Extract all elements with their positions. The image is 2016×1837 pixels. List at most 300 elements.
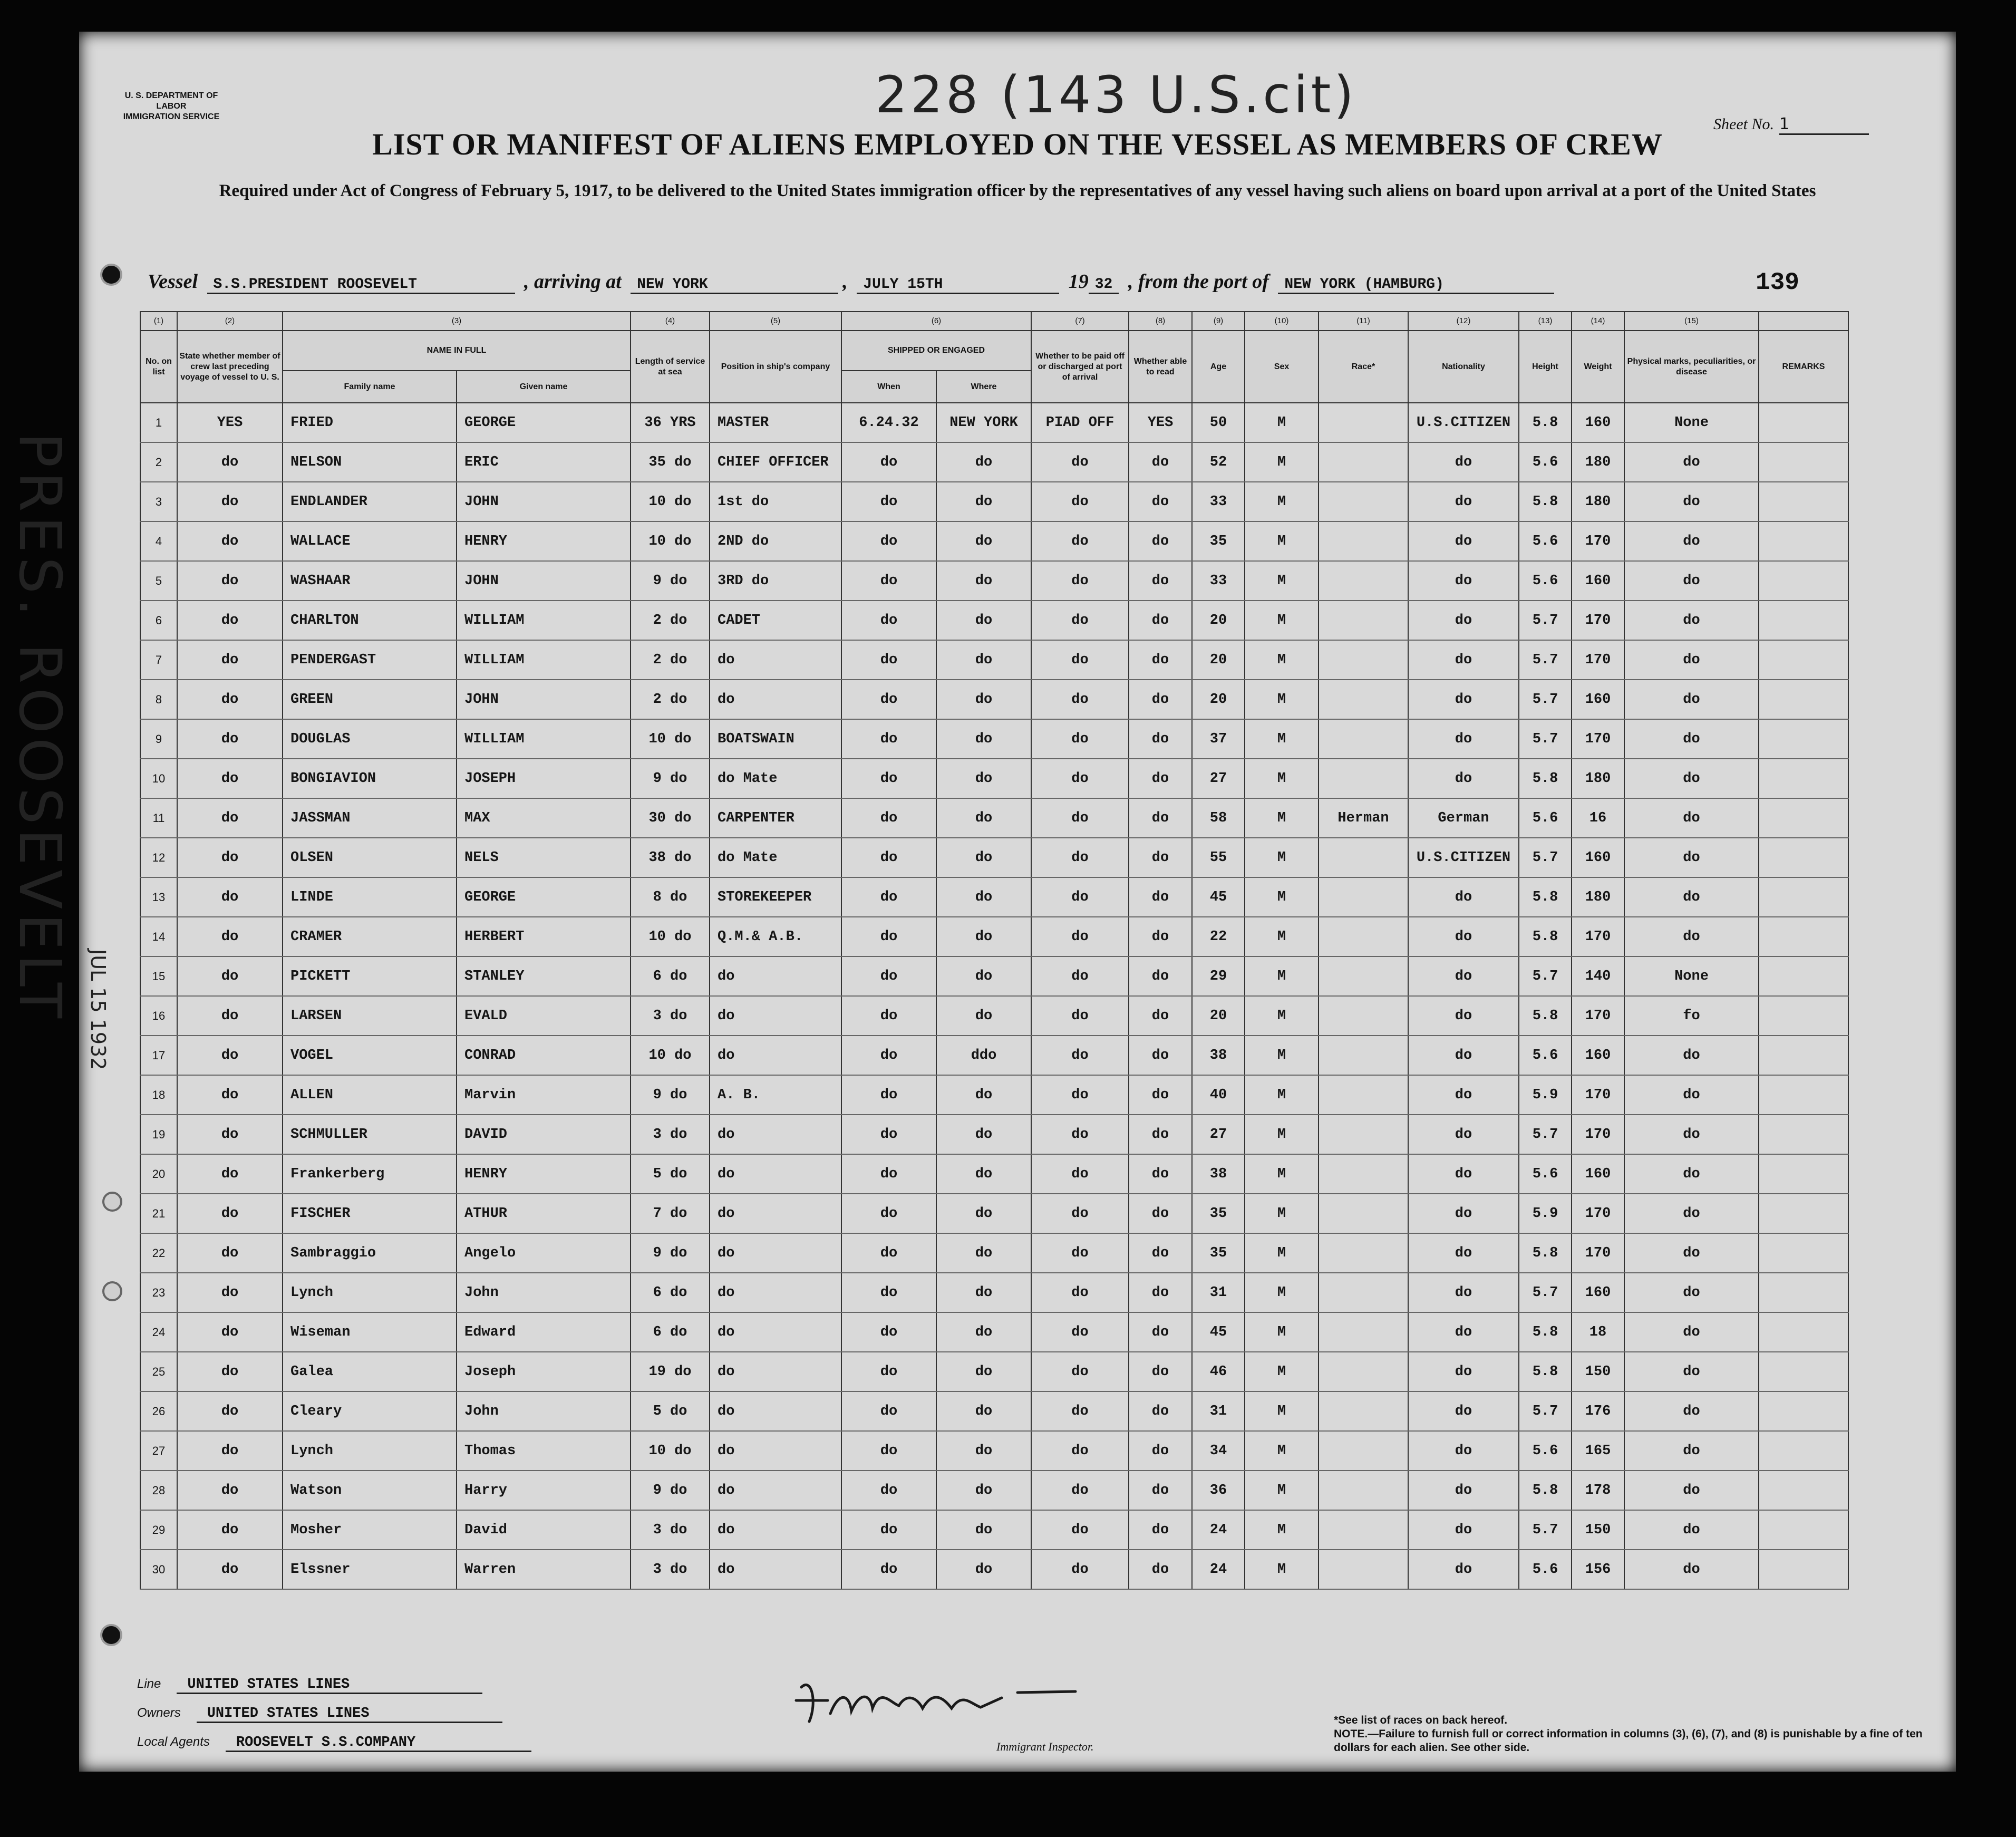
cell-when: 6.24.32: [841, 403, 936, 442]
cell-when: do: [841, 1233, 936, 1273]
cell-state: do: [177, 601, 283, 640]
cell-length: 9 do: [631, 1233, 710, 1273]
cell-height: 5.7: [1519, 838, 1572, 877]
cell-length: 3 do: [631, 1510, 710, 1550]
cell-age: 29: [1192, 956, 1245, 996]
owners-value: UNITED STATES LINES: [197, 1706, 502, 1723]
cell-when: do: [841, 996, 936, 1036]
cell-marks: do: [1624, 1510, 1759, 1550]
cell-weight: 170: [1572, 1075, 1624, 1115]
cell-paid: do: [1031, 1312, 1129, 1352]
cell-sex: M: [1245, 442, 1319, 482]
cell-when: do: [841, 1036, 936, 1075]
cell-height: 5.7: [1519, 1115, 1572, 1154]
cell-paid: do: [1031, 1510, 1129, 1550]
cell-remarks: [1759, 1391, 1848, 1431]
cell-state: do: [177, 1352, 283, 1391]
cell-when: do: [841, 1194, 936, 1233]
table-row: [140, 1471, 1848, 1510]
cell-position: do: [710, 1510, 841, 1550]
cell-height: 5.7: [1519, 1391, 1572, 1431]
cell-marks: do: [1624, 1550, 1759, 1589]
cell-height: 5.6: [1519, 1036, 1572, 1075]
header-given: Given name: [457, 371, 631, 403]
cell-state: do: [177, 482, 283, 521]
cell-height: 5.6: [1519, 442, 1572, 482]
cell-family: Frankerberg: [283, 1154, 457, 1194]
cell-marks: do: [1624, 640, 1759, 680]
cell-no: 12: [140, 838, 177, 877]
cell-length: 3 do: [631, 1550, 710, 1589]
cell-given: WILLIAM: [457, 719, 631, 759]
cell-race: [1319, 601, 1408, 640]
cell-height: 5.6: [1519, 521, 1572, 561]
cell-read: do: [1129, 956, 1192, 996]
punch-hole: [100, 1624, 122, 1646]
cell-length: 9 do: [631, 561, 710, 601]
table-row: [140, 798, 1848, 838]
cell-position: CARPENTER: [710, 798, 841, 838]
cell-read: do: [1129, 838, 1192, 877]
cell-family: NELSON: [283, 442, 457, 482]
cell-length: 9 do: [631, 1471, 710, 1510]
cell-remarks: [1759, 1550, 1848, 1589]
cell-age: 50: [1192, 403, 1245, 442]
cell-height: 5.8: [1519, 759, 1572, 798]
cell-weight: 170: [1572, 1233, 1624, 1273]
cell-sex: M: [1245, 1352, 1319, 1391]
cell-weight: 18: [1572, 1312, 1624, 1352]
header-no: No. on list: [140, 331, 177, 403]
cell-given: Warren: [457, 1550, 631, 1589]
cell-weight: 180: [1572, 442, 1624, 482]
cell-height: 5.8: [1519, 917, 1572, 956]
inspector-label: Immigrant Inspector.: [996, 1740, 1094, 1753]
cell-marks: do: [1624, 1471, 1759, 1510]
cell-family: LINDE: [283, 877, 457, 917]
cell-marks: do: [1624, 1154, 1759, 1194]
cell-given: EVALD: [457, 996, 631, 1036]
cell-age: 31: [1192, 1273, 1245, 1312]
page-title: LIST OR MANIFEST OF ALIENS EMPLOYED ON THE VESSEL AS MEMBERS OF CREW: [372, 127, 1663, 161]
column-number-row: [140, 312, 1848, 331]
owners-label: Owners: [137, 1706, 181, 1720]
cell-sex: M: [1245, 1154, 1319, 1194]
cell-position: do Mate: [710, 759, 841, 798]
cell-no: 15: [140, 956, 177, 996]
cell-remarks: [1759, 403, 1848, 442]
cell-race: [1319, 1075, 1408, 1115]
cell-family: Watson: [283, 1471, 457, 1510]
cell-remarks: [1759, 680, 1848, 719]
line-value: UNITED STATES LINES: [177, 1677, 482, 1694]
header-nationality: Nationality: [1408, 331, 1519, 403]
cell-weight: 165: [1572, 1431, 1624, 1471]
cell-height: 5.8: [1519, 877, 1572, 917]
cell-remarks: [1759, 1036, 1848, 1075]
cell-read: do: [1129, 1115, 1192, 1154]
colnum: (5): [710, 312, 841, 331]
cell-marks: do: [1624, 1352, 1759, 1391]
arrival-date: JULY 15TH: [857, 276, 1059, 294]
cell-sex: M: [1245, 996, 1319, 1036]
cell-paid: do: [1031, 601, 1129, 640]
table-row: [140, 442, 1848, 482]
cell-remarks: [1759, 1431, 1848, 1471]
cell-when: do: [841, 1273, 936, 1312]
cell-age: 22: [1192, 917, 1245, 956]
cell-weight: 160: [1572, 561, 1624, 601]
cell-remarks: [1759, 561, 1848, 601]
cell-family: BONGIAVION: [283, 759, 457, 798]
cell-when: do: [841, 561, 936, 601]
cell-when: do: [841, 1312, 936, 1352]
cell-age: 27: [1192, 1115, 1245, 1154]
cell-no: 10: [140, 759, 177, 798]
cell-position: do: [710, 1036, 841, 1075]
cell-marks: do: [1624, 561, 1759, 601]
cell-no: 29: [140, 1510, 177, 1550]
cell-read: do: [1129, 640, 1192, 680]
cell-paid: do: [1031, 561, 1129, 601]
cell-paid: do: [1031, 1471, 1129, 1510]
cell-weight: 170: [1572, 640, 1624, 680]
cell-where: do: [936, 1273, 1031, 1312]
cell-race: [1319, 640, 1408, 680]
cell-no: 18: [140, 1075, 177, 1115]
table-row: [140, 1075, 1848, 1115]
cell-race: [1319, 877, 1408, 917]
cell-where: do: [936, 561, 1031, 601]
cell-race: [1319, 403, 1408, 442]
cell-remarks: [1759, 877, 1848, 917]
cell-height: 5.7: [1519, 1510, 1572, 1550]
cell-remarks: [1759, 521, 1848, 561]
cell-read: do: [1129, 719, 1192, 759]
cell-given: CONRAD: [457, 1036, 631, 1075]
cell-paid: PIAD OFF: [1031, 403, 1129, 442]
cell-length: 10 do: [631, 1431, 710, 1471]
cell-age: 52: [1192, 442, 1245, 482]
cell-state: do: [177, 1154, 283, 1194]
cell-remarks: [1759, 798, 1848, 838]
cell-position: do: [710, 956, 841, 996]
header-height: Height: [1519, 331, 1572, 403]
cell-sex: M: [1245, 482, 1319, 521]
cell-age: 31: [1192, 1391, 1245, 1431]
cell-nationality: U.S.CITIZEN: [1408, 838, 1519, 877]
cell-height: 5.6: [1519, 1154, 1572, 1194]
cell-given: Angelo: [457, 1233, 631, 1273]
cell-height: 5.9: [1519, 1194, 1572, 1233]
cell-race: [1319, 1510, 1408, 1550]
cell-length: 2 do: [631, 680, 710, 719]
cell-read: do: [1129, 680, 1192, 719]
cell-weight: 180: [1572, 759, 1624, 798]
cell-remarks: [1759, 838, 1848, 877]
cell-position: do: [710, 1273, 841, 1312]
cell-race: [1319, 1431, 1408, 1471]
cell-nationality: do: [1408, 1550, 1519, 1589]
cell-position: do: [710, 1352, 841, 1391]
cell-sex: M: [1245, 601, 1319, 640]
cell-where: do: [936, 1312, 1031, 1352]
cell-position: do: [710, 1312, 841, 1352]
cell-family: ENDLANDER: [283, 482, 457, 521]
cell-sex: M: [1245, 759, 1319, 798]
cell-sex: M: [1245, 1312, 1319, 1352]
cell-age: 35: [1192, 521, 1245, 561]
cell-height: 5.8: [1519, 403, 1572, 442]
cell-nationality: do: [1408, 1194, 1519, 1233]
cell-race: [1319, 1194, 1408, 1233]
cell-weight: 170: [1572, 1115, 1624, 1154]
cell-nationality: do: [1408, 1312, 1519, 1352]
cell-when: do: [841, 719, 936, 759]
colnum: (6): [841, 312, 1031, 331]
cell-remarks: [1759, 996, 1848, 1036]
cell-read: do: [1129, 1312, 1192, 1352]
cell-height: 5.7: [1519, 680, 1572, 719]
header-remarks: REMARKS: [1759, 331, 1848, 403]
cell-age: 36: [1192, 1471, 1245, 1510]
cell-race: [1319, 956, 1408, 996]
cell-age: 37: [1192, 719, 1245, 759]
cell-weight: 170: [1572, 601, 1624, 640]
cell-nationality: do: [1408, 1075, 1519, 1115]
cell-length: 6 do: [631, 956, 710, 996]
cell-race: [1319, 680, 1408, 719]
cell-age: 24: [1192, 1550, 1245, 1589]
vessel-label: Vessel: [148, 270, 198, 293]
cell-nationality: do: [1408, 917, 1519, 956]
cell-paid: do: [1031, 1431, 1129, 1471]
cell-sex: M: [1245, 917, 1319, 956]
cell-length: 10 do: [631, 521, 710, 561]
cell-when: do: [841, 759, 936, 798]
cell-paid: do: [1031, 956, 1129, 996]
cell-remarks: [1759, 1154, 1848, 1194]
colnum: (15): [1624, 312, 1759, 331]
cell-given: JOHN: [457, 561, 631, 601]
cell-height: 5.9: [1519, 1075, 1572, 1115]
cell-race: [1319, 759, 1408, 798]
cell-remarks: [1759, 1352, 1848, 1391]
cell-position: do: [710, 1391, 841, 1431]
cell-remarks: [1759, 1194, 1848, 1233]
cell-given: ERIC: [457, 442, 631, 482]
cell-when: do: [841, 1550, 936, 1589]
cell-remarks: [1759, 1471, 1848, 1510]
cell-age: 38: [1192, 1154, 1245, 1194]
cell-paid: do: [1031, 996, 1129, 1036]
cell-no: 1: [140, 403, 177, 442]
cell-paid: do: [1031, 838, 1129, 877]
cell-where: ddo: [936, 1036, 1031, 1075]
date-stamp: JUL 15 1932: [86, 949, 110, 1070]
cell-where: do: [936, 996, 1031, 1036]
cell-position: MASTER: [710, 403, 841, 442]
cell-sex: M: [1245, 719, 1319, 759]
cell-given: JOHN: [457, 482, 631, 521]
table-row: [140, 1391, 1848, 1431]
cell-sex: M: [1245, 1115, 1319, 1154]
cell-paid: do: [1031, 1550, 1129, 1589]
cell-remarks: [1759, 1233, 1848, 1273]
cell-height: 5.8: [1519, 1471, 1572, 1510]
cell-state: do: [177, 1312, 283, 1352]
cell-sex: M: [1245, 838, 1319, 877]
cell-where: do: [936, 759, 1031, 798]
cell-family: OLSEN: [283, 838, 457, 877]
cell-nationality: do: [1408, 1273, 1519, 1312]
cell-given: Joseph: [457, 1352, 631, 1391]
cell-nationality: do: [1408, 1431, 1519, 1471]
cell-weight: 170: [1572, 719, 1624, 759]
agents-value: ROOSEVELT S.S.COMPANY: [226, 1735, 531, 1752]
cell-sex: M: [1245, 1036, 1319, 1075]
cell-length: 10 do: [631, 482, 710, 521]
cell-when: do: [841, 680, 936, 719]
cell-position: Q.M.& A.B.: [710, 917, 841, 956]
cell-given: John: [457, 1273, 631, 1312]
cell-race: [1319, 482, 1408, 521]
cell-given: John: [457, 1391, 631, 1431]
cell-where: do: [936, 1391, 1031, 1431]
penalty-note: NOTE.—Failure to furnish full or correct information in columns (3), (6), (7), and (8) is punishable by a fine of ten dollars for each alien. See other side.: [1334, 1728, 1923, 1754]
cell-state: do: [177, 1391, 283, 1431]
cell-given: MAX: [457, 798, 631, 838]
handwritten-vessel-name: PRES. ROOSEVELT: [6, 432, 74, 1023]
cell-where: do: [936, 798, 1031, 838]
cell-when: do: [841, 1471, 936, 1510]
cell-marks: do: [1624, 1233, 1759, 1273]
cell-remarks: [1759, 482, 1848, 521]
cell-remarks: [1759, 1115, 1848, 1154]
cell-age: 33: [1192, 561, 1245, 601]
cell-given: Thomas: [457, 1431, 631, 1471]
cell-sex: M: [1245, 1075, 1319, 1115]
cell-state: do: [177, 917, 283, 956]
cell-no: 16: [140, 996, 177, 1036]
footer-agents: [137, 1735, 531, 1752]
cell-read: do: [1129, 1352, 1192, 1391]
cell-sex: M: [1245, 1510, 1319, 1550]
cell-length: 3 do: [631, 1115, 710, 1154]
cell-nationality: do: [1408, 601, 1519, 640]
cell-position: do: [710, 1471, 841, 1510]
cell-age: 45: [1192, 877, 1245, 917]
cell-race: [1319, 1312, 1408, 1352]
cell-no: 9: [140, 719, 177, 759]
cell-read: do: [1129, 877, 1192, 917]
cell-paid: do: [1031, 719, 1129, 759]
cell-height: 5.7: [1519, 601, 1572, 640]
cell-position: do: [710, 640, 841, 680]
colnum: (9): [1192, 312, 1245, 331]
cell-weight: 156: [1572, 1550, 1624, 1589]
cell-family: WASHAAR: [283, 561, 457, 601]
cell-height: 5.8: [1519, 1352, 1572, 1391]
cell-sex: M: [1245, 640, 1319, 680]
cell-weight: 180: [1572, 482, 1624, 521]
cell-height: 5.8: [1519, 996, 1572, 1036]
cell-read: do: [1129, 798, 1192, 838]
cell-length: 5 do: [631, 1391, 710, 1431]
cell-no: 6: [140, 601, 177, 640]
cell-no: 27: [140, 1431, 177, 1471]
cell-family: FISCHER: [283, 1194, 457, 1233]
cell-height: 5.8: [1519, 482, 1572, 521]
cell-where: do: [936, 521, 1031, 561]
table-row: [140, 1036, 1848, 1075]
colnum: (1): [140, 312, 177, 331]
cell-where: do: [936, 1154, 1031, 1194]
cell-paid: do: [1031, 1391, 1129, 1431]
table-row: [140, 956, 1848, 996]
cell-read: do: [1129, 1233, 1192, 1273]
cell-nationality: do: [1408, 680, 1519, 719]
cell-where: do: [936, 442, 1031, 482]
table-row: [140, 1194, 1848, 1233]
cell-read: do: [1129, 482, 1192, 521]
cell-race: [1319, 561, 1408, 601]
cell-age: 35: [1192, 1194, 1245, 1233]
cell-no: 19: [140, 1115, 177, 1154]
cell-given: GEORGE: [457, 877, 631, 917]
cell-weight: 160: [1572, 838, 1624, 877]
cell-weight: 160: [1572, 1154, 1624, 1194]
cell-length: 10 do: [631, 917, 710, 956]
cell-race: [1319, 1471, 1408, 1510]
table-row: [140, 680, 1848, 719]
cell-family: SCHMULLER: [283, 1115, 457, 1154]
manifest-page: [6, 32, 1956, 1772]
header-position: Position in ship's company: [710, 331, 841, 403]
cell-remarks: [1759, 759, 1848, 798]
cell-race: [1319, 1233, 1408, 1273]
inspector-signature: [780, 1671, 1107, 1729]
cell-state: do: [177, 1115, 283, 1154]
table-row: [140, 403, 1848, 442]
cell-position: CHIEF OFFICER: [710, 442, 841, 482]
colnum: (10): [1245, 312, 1319, 331]
cell-weight: 140: [1572, 956, 1624, 996]
cell-race: [1319, 838, 1408, 877]
table-row: [140, 877, 1848, 917]
cell-sex: M: [1245, 1391, 1319, 1431]
cell-length: 38 do: [631, 838, 710, 877]
cell-when: do: [841, 956, 936, 996]
cell-marks: do: [1624, 798, 1759, 838]
cell-nationality: do: [1408, 442, 1519, 482]
cell-height: 5.7: [1519, 1273, 1572, 1312]
cell-given: NELS: [457, 838, 631, 877]
cell-marks: do: [1624, 482, 1759, 521]
cell-no: 20: [140, 1154, 177, 1194]
cell-state: do: [177, 1036, 283, 1075]
cell-position: do: [710, 1431, 841, 1471]
cell-read: do: [1129, 1154, 1192, 1194]
header-where: Where: [936, 371, 1031, 403]
cell-length: 2 do: [631, 601, 710, 640]
cell-remarks: [1759, 1075, 1848, 1115]
cell-when: do: [841, 917, 936, 956]
cell-no: 30: [140, 1550, 177, 1589]
cell-weight: 170: [1572, 917, 1624, 956]
departure-port: NEW YORK (HAMBURG): [1278, 276, 1554, 294]
cell-where: do: [936, 1075, 1031, 1115]
